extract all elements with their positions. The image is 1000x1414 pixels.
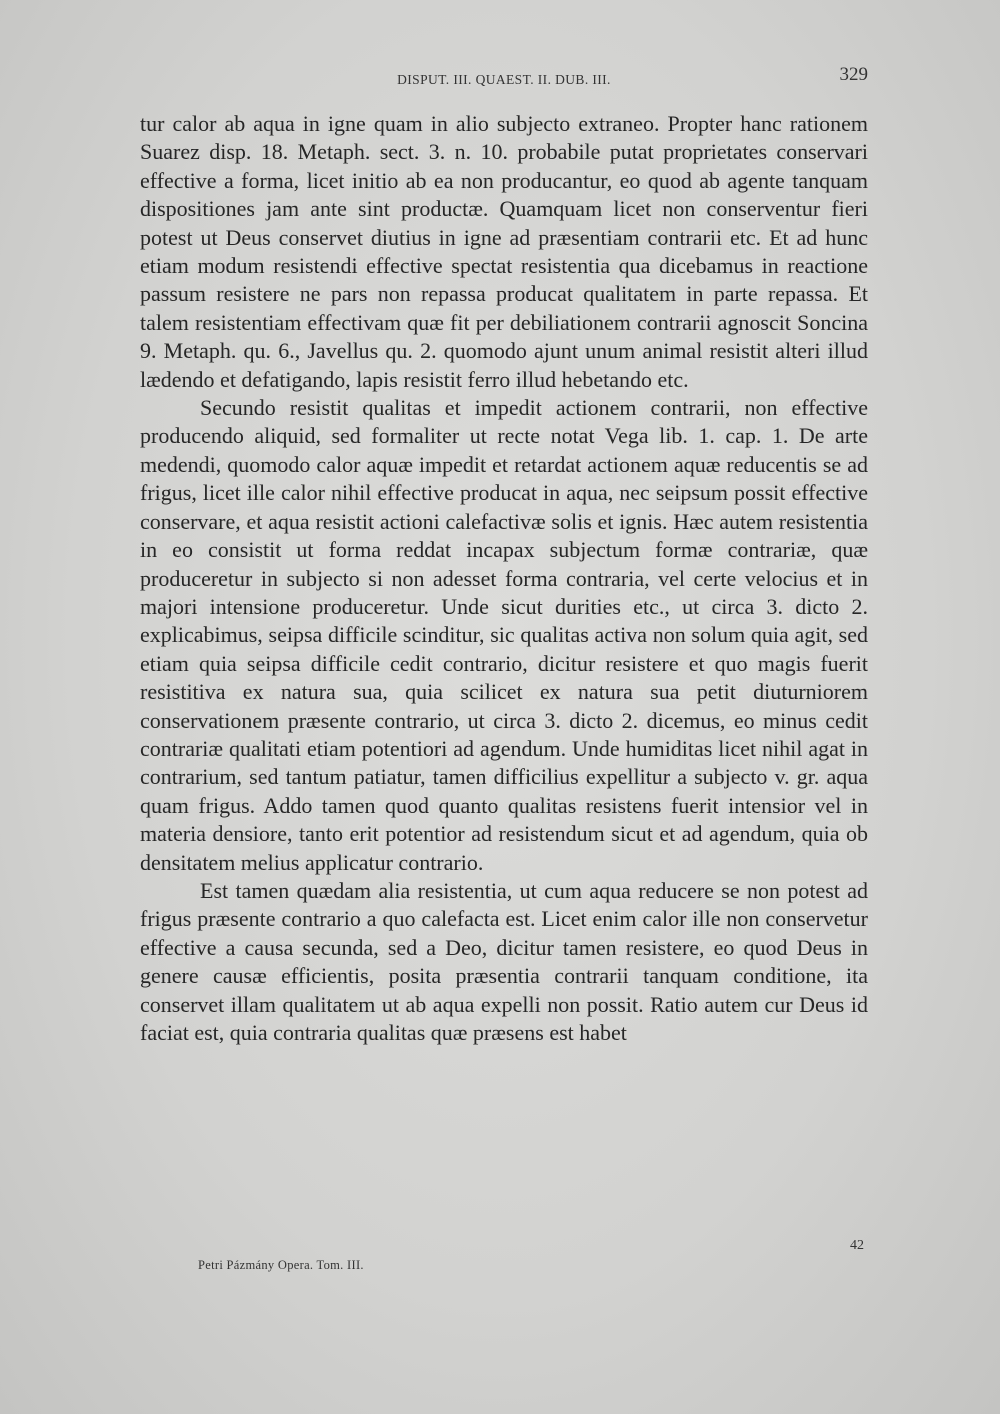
signature-number: 42 [850, 1238, 864, 1253]
body-text [140, 110, 868, 1047]
paragraph-3: Est tamen quædam alia resistentia, ut cum aqua reducere se non potest ad frigus præsente contrario a quo calefacta est. Licet enim calor ille non conservetur effective a causa secunda, sed a Deo, dicitur tamen resistere, eo quod Deus in genere causæ efficientis, posita præsentia contrarii tanquam conditione, ita conservet illam qualitatem ut ab aqua expelli non possit. Ratio autem cur Deus id faciat est, quia contraria qualitas quæ præsens est habet [140, 877, 868, 1045]
running-title: DISPUT. III. QUAEST. II. DUB. III. [397, 72, 611, 87]
page-footer [140, 1238, 868, 1278]
paragraph-2: Secundo resistit qualitas et impedit actionem contrarii, non effective producendo aliquid, sed formaliter ut recte notat Vega lib. 1. cap. 1. De arte medendi, quomodo calor aquæ impedit et retardat actionem aquæ reducentis se ad frigus, licet ille calor nihil effective producat in aqua, nec seipsum possit effective conservare, et aqua resistit actioni calefactivæ solis et ignis. Hæc autem resistentia in eo consistit ut forma reddat incapax subjectum formæ contrariæ, quæ produceretur in subjecto si non adesset forma contraria, vel certe velocius et in majori intensione produceretur. Unde sicut durities etc., ut circa 3. dicto 2. explicabimus, seipsa difficile scinditur, sic qualitas activa non solum quia agit, sed etiam quia seipsa difficile cedit contrario, dicitur resistere et quo magis fuerit resistitiva ex natura sua, quia scilicet ex natura sua petit diuturniorem conservationem præsente contrario, ut circa 3. dicto 2. dicemus, eo minus cedit contrariæ qualitati etiam potentiori ad agendum. Unde humiditas licet nihil agat in contrarium, sed tantum patiatur, tamen difficilius expellitur a subjecto v. gr. aqua quam frigus. Addo tamen quod quanto qualitas resistens fuerit intensior vel in materia densiore, tanto erit potentior ad resistendum sicut et ad agendum, quia ob densitatem melius applicatur contrario. [140, 395, 868, 875]
running-head [140, 64, 868, 94]
paragraph-1: tur calor ab aqua in igne quam in alio subjecto extraneo. Propter hanc rationem Suarez disp. 18. Metaph. sect. 3. n. 10. probabile putat proprietates conservari effective a forma, licet initio ab ea non producantur, eo quod ab agente tanquam dispositiones jam ante sint productæ. Quamquam licet non conserventur fieri potest ut Deus conservet diutius in igne ad præsentiam contrarii etc. Et ad hunc etiam modum resistendi effective spectat resistentia qua dicebamus in reactione passum resistere ne pars non repassa producat qualitatem in parte repassa. Et talem resistentiam effectivam quæ fit per debiliationem contrarii agnoscit Soncina 9. Metaph. qu. 6., Javellus qu. 2. quomodo ajunt unum animal resistit alteri illud lædendo et defatigando, lapis resistit ferro illud hebetando etc. [140, 111, 868, 392]
footer-note: Petri Pázmány Opera. Tom. III. [198, 1258, 364, 1272]
page-number: 329 [839, 64, 868, 85]
